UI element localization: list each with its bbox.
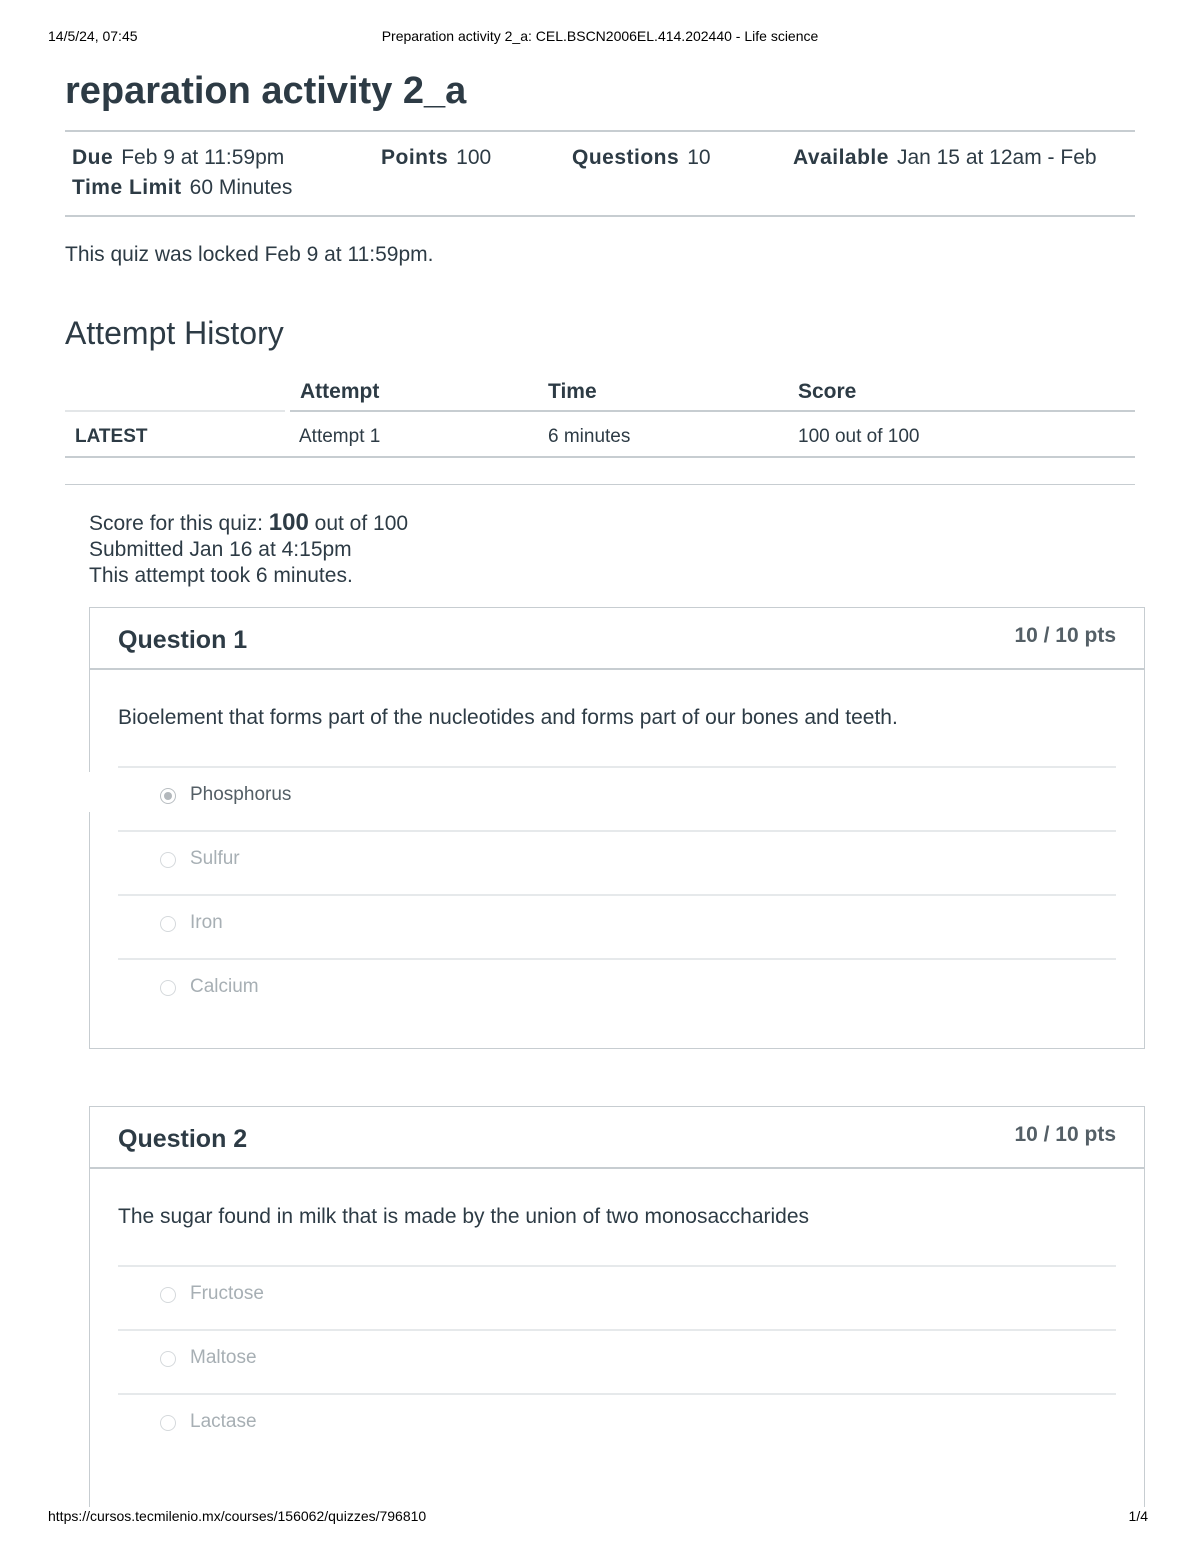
meta-points-label: Points <box>381 146 449 169</box>
latest-tag: LATEST <box>75 426 148 447</box>
answer-option[interactable] <box>118 958 1116 1022</box>
submitted-line: Submitted Jan 16 at 4:15pm <box>89 538 352 561</box>
answer-list <box>118 1265 1116 1457</box>
radio-icon[interactable] <box>160 916 176 932</box>
locked-notice: This quiz was locked Feb 9 at 11:59pm. <box>65 243 434 266</box>
score-line <box>89 510 408 537</box>
quiz-meta <box>72 146 1135 208</box>
meta-time-limit-value: 60 Minutes <box>189 176 293 199</box>
answer-option[interactable] <box>118 1265 1116 1329</box>
attempt-link[interactable]: Attempt 1 <box>299 426 381 447</box>
answer-label: Phosphorus <box>190 784 292 805</box>
page-title: reparation activity 2_a <box>65 70 467 112</box>
radio-selected-icon[interactable] <box>160 788 176 804</box>
score-suffix: out of 100 <box>314 512 409 535</box>
question-card <box>89 1106 1145 1507</box>
divider <box>290 410 1135 412</box>
border-gap <box>86 772 92 812</box>
attempt-score: 100 out of 100 <box>798 426 920 447</box>
print-header <box>48 28 1152 48</box>
meta-questions-label: Questions <box>572 146 680 169</box>
question-name: Question 1 <box>118 626 248 654</box>
radio-icon[interactable] <box>160 1287 176 1303</box>
radio-icon[interactable] <box>160 1351 176 1367</box>
question-text: The sugar found in milk that is made by the union of two monosaccharides <box>118 1205 810 1228</box>
meta-due-label: Due <box>72 146 114 169</box>
question-header <box>90 1107 1144 1169</box>
radio-icon[interactable] <box>160 1415 176 1431</box>
divider <box>65 130 1135 132</box>
table-row <box>65 422 1135 456</box>
question-card <box>89 607 1145 1049</box>
meta-points <box>381 146 491 170</box>
radio-icon[interactable] <box>160 980 176 996</box>
score-value: 100 <box>268 509 309 536</box>
answer-list <box>118 766 1116 1022</box>
meta-available <box>793 146 1097 170</box>
attempt-time: 6 minutes <box>548 426 631 447</box>
header-time: Time <box>548 380 597 403</box>
question-text: Bioelement that forms part of the nucleotides and forms part of our bones and teeth. <box>118 706 898 729</box>
quiz-summary <box>89 510 408 589</box>
table-header <box>65 372 1135 410</box>
question-points: 10 / 10 pts <box>1014 624 1116 647</box>
answer-label: Maltose <box>190 1347 257 1368</box>
answer-label: Fructose <box>190 1283 264 1304</box>
meta-available-label: Available <box>793 146 889 169</box>
answer-label: Iron <box>190 912 223 933</box>
answer-label: Sulfur <box>190 848 240 869</box>
duration-line: This attempt took 6 minutes. <box>89 564 353 587</box>
meta-due-value: Feb 9 at 11:59pm <box>121 146 285 169</box>
answer-option[interactable] <box>118 1393 1116 1457</box>
print-datetime: 14/5/24, 07:45 <box>48 28 138 44</box>
radio-icon[interactable] <box>160 852 176 868</box>
meta-time-limit <box>72 176 292 200</box>
divider <box>65 410 285 412</box>
print-url: https://cursos.tecmilenio.mx/courses/156062/quizzes/796810 <box>48 1508 427 1524</box>
meta-questions <box>572 146 711 170</box>
meta-due <box>72 146 284 170</box>
divider <box>65 215 1135 217</box>
meta-questions-value: 10 <box>687 146 711 169</box>
divider <box>65 484 1135 485</box>
question-header <box>90 608 1144 670</box>
header-score: Score <box>798 380 857 403</box>
question-points: 10 / 10 pts <box>1014 1123 1116 1146</box>
meta-available-value: Jan 15 at 12am - Feb <box>896 146 1097 169</box>
meta-time-limit-label: Time Limit <box>72 176 182 199</box>
meta-points-value: 100 <box>456 146 492 169</box>
answer-option[interactable] <box>118 894 1116 958</box>
header-attempt: Attempt <box>300 380 380 403</box>
print-page-number: 1/4 <box>1128 1508 1148 1524</box>
answer-option[interactable] <box>118 830 1116 894</box>
answer-option[interactable] <box>118 766 1116 830</box>
score-prefix: Score for this quiz: <box>89 512 263 535</box>
answer-label: Lactase <box>190 1411 257 1432</box>
print-page-title: Preparation activity 2_a: CEL.BSCN2006EL.414.202440 - Life science <box>381 28 819 44</box>
attempt-history-title: Attempt History <box>65 315 284 351</box>
answer-option[interactable] <box>118 1329 1116 1393</box>
answer-label: Calcium <box>190 976 259 997</box>
question-name: Question 2 <box>118 1125 248 1153</box>
divider <box>65 456 1135 458</box>
